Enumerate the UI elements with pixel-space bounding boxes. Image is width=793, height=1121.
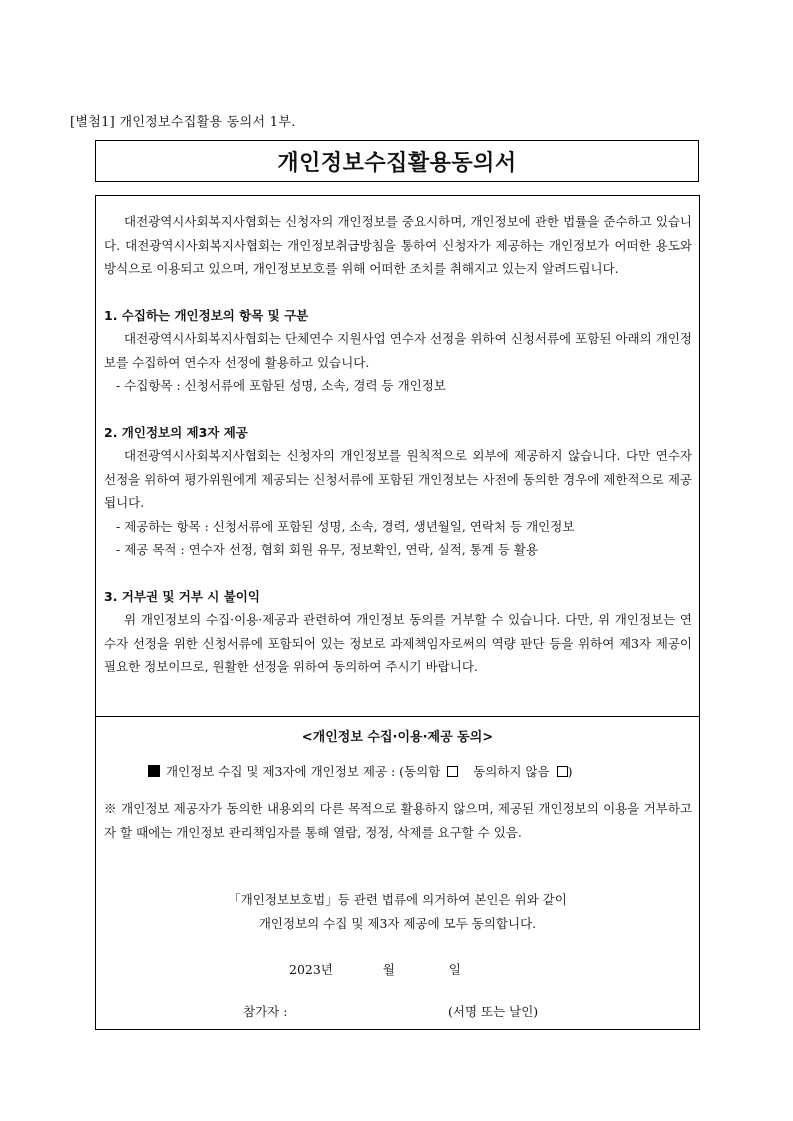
date-line [289,960,461,978]
consent-line-prefix: 개인정보 수집 및 제3자에 개인정보 제공 : (동의함 [166,764,441,779]
law-line-2: 개인정보의 수집 및 제3자 제공에 모두 동의합니다. [258,916,537,931]
section-2-body: 대전광역시사회복지사협회는 신청자의 개인정보를 원칙적으로 외부에 제공하지 않습니다. 다만 연수자 선정을 위하여 평가위원에게 제공되는 신청서류에 포함된 개인정보는 사전에 동의한 경우에 제한적으로 제공됩니다. [104,448,692,510]
agree-checkbox[interactable] [447,766,458,777]
section-1-heading: 1. 수집하는 개인정보의 항목 및 구분 [104,307,309,323]
policy-text [104,210,692,679]
date-year: 2023년 [289,962,333,977]
title-box [95,140,699,182]
consent-note: ※ 개인정보 제공자가 동의한 내용외의 다른 목적으로 활용하지 않으며, 제공된 개인정보의 이용을 거부하고자 할 때에는 개인정보 관리책임자를 통해 열람, 정정, 삭제를 요구할 수 있음. [104,801,692,840]
intro-paragraph: 대전광역시사회복지사협회는 신청자의 개인정보를 중요시하며, 개인정보에 관한 법률을 준수하고 있습니다. 대전광역시사회복지사협회는 개인정보취급방침을 통하여 신청자가 제공하는 개인정보가 어떠한 용도와 방식으로 이용되고 있으며, 개인정보보호를 위해 어떠한 조치를 취해지고 있는지 알려드립니다. [104,214,692,276]
disagree-checkbox[interactable] [557,766,568,777]
signer-label: 참가자 : [243,1004,288,1019]
document-title: 개인정보수집활용동의서 [277,150,517,176]
consent-line-suffix: ) [567,764,573,779]
date-month: 월 [382,962,395,977]
consent-choice-line [148,762,573,780]
section-2-heading: 2. 개인정보의 제3자 제공 [104,424,248,440]
policy-section [96,196,699,717]
section-1-bullet: - 수집항목 : 신청서류에 포함된 성명, 소속, 경력 등 개인정보 [116,378,446,393]
section-2-bullet-1: - 제공하는 항목 : 신청서류에 포함된 성명, 소속, 경력, 생년월일, 연락처 등 개인정보 [116,518,575,534]
section-2-bullet-2: - 제공 목적 : 연수자 선정, 협회 회원 유무, 정보확인, 연락, 실적, 통계 등 활용 [116,542,539,557]
consent-title: <개인정보 수집·이용·제공 동의> [301,730,494,745]
section-1-body: 대전광역시사회복지사협회는 단체연수 지원사업 연수자 선정을 위하여 신청서류에 포함된 아래의 개인정보를 수집하여 연수자 선정에 활용하고 있습니다. [104,331,692,370]
signature-note: (서명 또는 날인) [448,1004,539,1019]
law-line-1: 「개인정보보호법」등 관련 법류에 의거하여 본인은 위와 같이 [228,892,567,907]
filled-square-icon [148,765,160,777]
law-statement [96,888,699,936]
consent-form [95,195,700,1030]
section-3-heading: 3. 거부권 및 거부 시 불이익 [104,588,260,604]
date-day: 일 [448,962,461,977]
section-3-body: 위 개인정보의 수집·이용·제공과 관련하여 개인정보 동의를 거부할 수 있습니다. 다만, 위 개인정보는 연수자 선정을 위한 신청서류에 포함되어 있는 정보로 과제책임자로써의 역량 판단 등을 위하여 제3자 제공이 필요한 정보이므로, 원활한 선정을 위하여 동의하여 주시기 바랍니다. [104,612,692,674]
attachment-label: [별첨1] 개인정보수집활용 동의서 1부. [70,115,296,130]
disagree-label: 동의하지 않음 [473,764,550,779]
